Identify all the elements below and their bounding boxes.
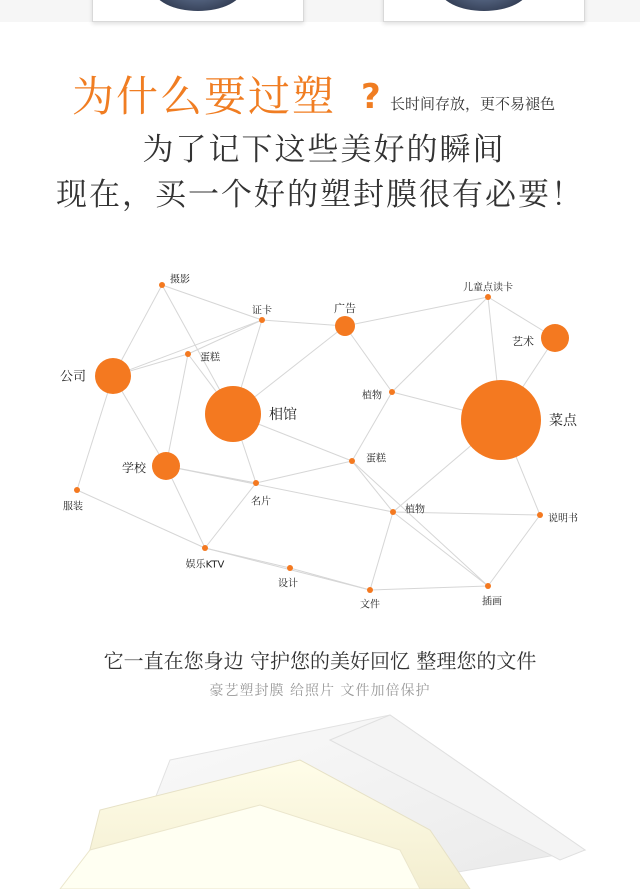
edge-cake2-illustration [352,461,488,586]
edge-business_card-ktv [205,483,256,548]
headline-question: 为什么要过塑 [72,72,337,121]
edge-plants2-documents [370,512,393,590]
node-illustration [485,583,491,589]
label-documents: 文件 [360,599,380,611]
top-photo-strip [0,0,640,22]
node-business_card [253,480,259,486]
label-illustration: 插画 [482,596,502,608]
label-design: 设计 [278,578,298,590]
label-plants1: 植物 [362,390,382,402]
node-cake2 [349,458,355,464]
label-photography: 摄影 [170,274,190,286]
edge-kids_card-plants1 [392,297,488,392]
edge-cake1-school [166,354,188,466]
label-id_card: 证卡 [252,305,272,317]
label-clothing: 服装 [63,501,83,513]
node-id_card [259,317,265,323]
headline [0,70,640,124]
label-dishes: 菜点 [549,412,577,429]
headline-line-2: 为了记下这些美好的瞬间 [142,132,506,168]
node-design [287,565,293,571]
edge-cake2-plants2 [352,461,393,512]
edge-ads-plants1 [345,326,392,392]
node-ads [335,316,355,336]
label-manual: 说明书 [548,513,578,525]
node-kids_card [485,294,491,300]
question-mark: ? [361,77,381,117]
label-kids_card: 儿童点读卡 [463,282,513,294]
node-manual [537,512,543,518]
label-cake1: 蛋糕 [200,352,220,364]
label-art: 艺术 [512,334,534,348]
node-plants2 [390,509,396,515]
label-plants2: 植物 [405,504,425,516]
edge-plants1-cake2 [352,392,392,461]
label-photo_studio: 相馆 [269,406,297,423]
node-photo_studio [205,386,261,442]
subtagline: 豪艺塑封膜 给照片 文件加倍保护 [209,683,431,699]
node-photography [159,282,165,288]
edge-ads-kids_card [345,297,488,326]
usage-network-diagram [0,250,640,630]
label-school: 学校 [121,461,147,476]
node-company [95,358,131,394]
photo-thumbnail-left [92,0,304,22]
label-company: 公司 [59,369,87,385]
edge-photography-id_card [162,285,262,320]
label-cake2: 蛋糕 [366,453,386,465]
node-dishes [461,380,541,460]
network-nodes [74,282,569,593]
node-ktv [202,545,208,551]
photo-thumbnail-right [383,0,585,22]
edge-plants2-illustration [393,512,488,586]
label-business_card: 名片 [251,496,271,508]
tagline: 它一直在您身边 守护您的美好回忆 整理您的文件 [103,649,537,673]
node-cake1 [185,351,191,357]
label-ads: 广告 [334,301,356,315]
edge-business_card-cake2 [256,461,352,483]
laminating-film-product-image [0,700,640,889]
edge-id_card-ads [262,320,345,326]
edge-design-documents [290,568,370,590]
node-documents [367,587,373,593]
edge-documents-illustration [370,586,488,590]
headline-note: 长时间存放，更不易褪色 [390,95,556,113]
edge-illustration-manual [488,515,540,586]
label-ktv: 娱乐KTV [185,559,225,571]
edge-clothing-ktv [77,490,205,548]
node-school [152,452,180,480]
node-plants1 [389,389,395,395]
headline-line-3: 现在，买一个好的塑封膜很有必要！ [56,177,584,213]
node-clothing [74,487,80,493]
edge-company-id_card [113,320,262,376]
edge-school-plants2 [166,466,393,512]
node-art [541,324,569,352]
edge-id_card-cake1 [188,320,262,354]
